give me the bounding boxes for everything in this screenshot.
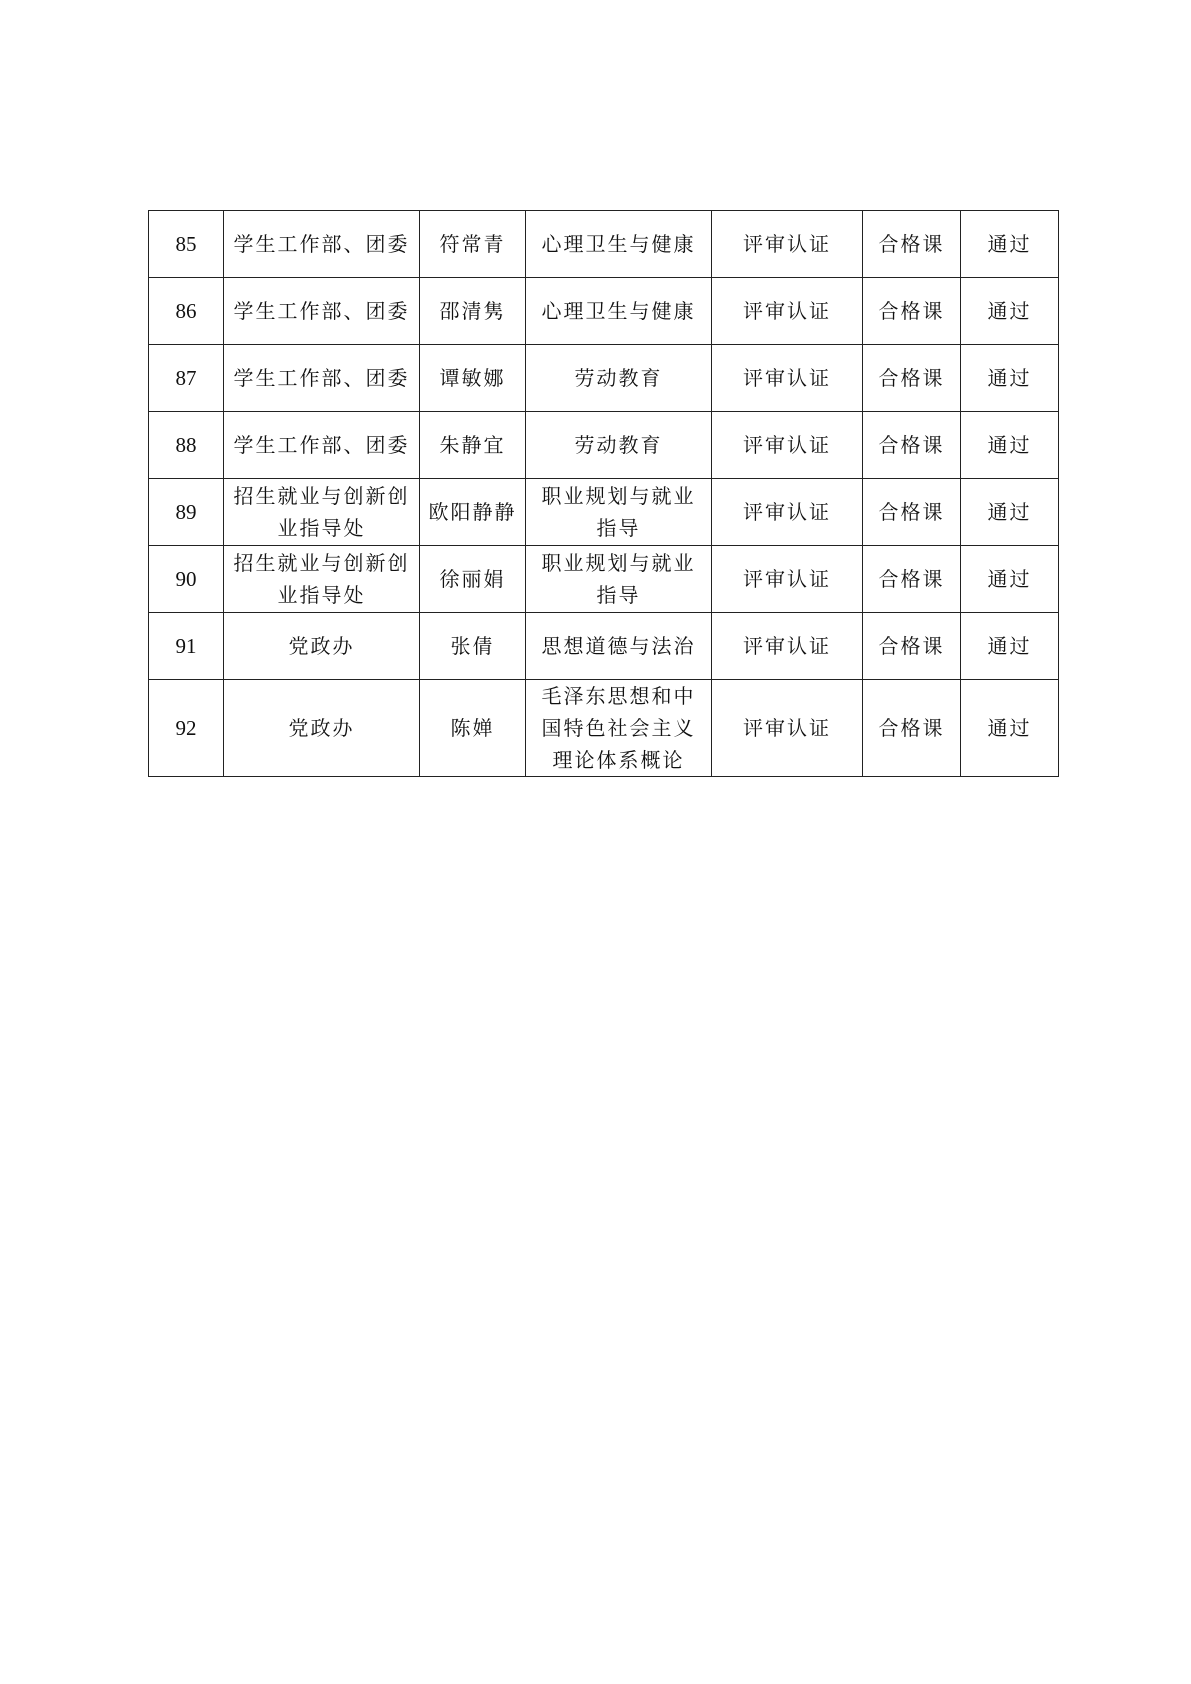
result-cell: 通过 [961,479,1059,546]
table-row [149,211,1059,278]
course-grade-cell: 合格课 [863,680,961,777]
certification-method-cell: 评审认证 [712,613,863,680]
course-name-cell: 劳动教育 [526,345,712,412]
result-cell: 通过 [961,680,1059,777]
table-row [149,278,1059,345]
department-cell: 学生工作部、团委 [224,211,420,278]
table-row [149,613,1059,680]
department-cell: 学生工作部、团委 [224,278,420,345]
result-cell: 通过 [961,412,1059,479]
teacher-name-cell: 邵清隽 [420,278,526,345]
certification-method-cell: 评审认证 [712,680,863,777]
row-number: 85 [149,211,224,278]
row-number: 86 [149,278,224,345]
department-cell: 招生就业与创新创业指导处 [224,546,420,613]
course-name-cell: 职业规划与就业指导 [526,546,712,613]
course-grade-cell: 合格课 [863,278,961,345]
row-number: 87 [149,345,224,412]
course-grade-cell: 合格课 [863,345,961,412]
result-cell: 通过 [961,278,1059,345]
result-cell: 通过 [961,345,1059,412]
department-cell: 学生工作部、团委 [224,412,420,479]
course-grade-cell: 合格课 [863,613,961,680]
teacher-name-cell: 符常青 [420,211,526,278]
teacher-name-cell: 朱静宜 [420,412,526,479]
department-cell: 招生就业与创新创业指导处 [224,479,420,546]
course-grade-cell: 合格课 [863,546,961,613]
teacher-name-cell: 欧阳静静 [420,479,526,546]
result-cell: 通过 [961,211,1059,278]
table-row [149,479,1059,546]
teacher-name-cell: 谭敏娜 [420,345,526,412]
teacher-name-cell: 徐丽娟 [420,546,526,613]
teacher-name-cell: 陈婵 [420,680,526,777]
row-number: 89 [149,479,224,546]
course-name-cell: 毛泽东思想和中国特色社会主义理论体系概论 [526,680,712,777]
result-cell: 通过 [961,546,1059,613]
teacher-name-cell: 张倩 [420,613,526,680]
course-grade-cell: 合格课 [863,479,961,546]
department-cell: 党政办 [224,613,420,680]
certification-method-cell: 评审认证 [712,278,863,345]
course-name-cell: 职业规划与就业指导 [526,479,712,546]
table-row [149,345,1059,412]
table-row [149,412,1059,479]
course-name-cell: 心理卫生与健康 [526,211,712,278]
certification-method-cell: 评审认证 [712,479,863,546]
certification-method-cell: 评审认证 [712,345,863,412]
department-cell: 党政办 [224,680,420,777]
department-cell: 学生工作部、团委 [224,345,420,412]
course-grade-cell: 合格课 [863,412,961,479]
result-cell: 通过 [961,613,1059,680]
course-name-cell: 心理卫生与健康 [526,278,712,345]
course-name-cell: 劳动教育 [526,412,712,479]
certification-results-table [148,210,1059,777]
certification-method-cell: 评审认证 [712,546,863,613]
row-number: 90 [149,546,224,613]
table-row [149,546,1059,613]
row-number: 88 [149,412,224,479]
certification-method-cell: 评审认证 [712,211,863,278]
table-row [149,680,1059,777]
row-number: 91 [149,613,224,680]
course-name-cell: 思想道德与法治 [526,613,712,680]
certification-method-cell: 评审认证 [712,412,863,479]
row-number: 92 [149,680,224,777]
course-grade-cell: 合格课 [863,211,961,278]
